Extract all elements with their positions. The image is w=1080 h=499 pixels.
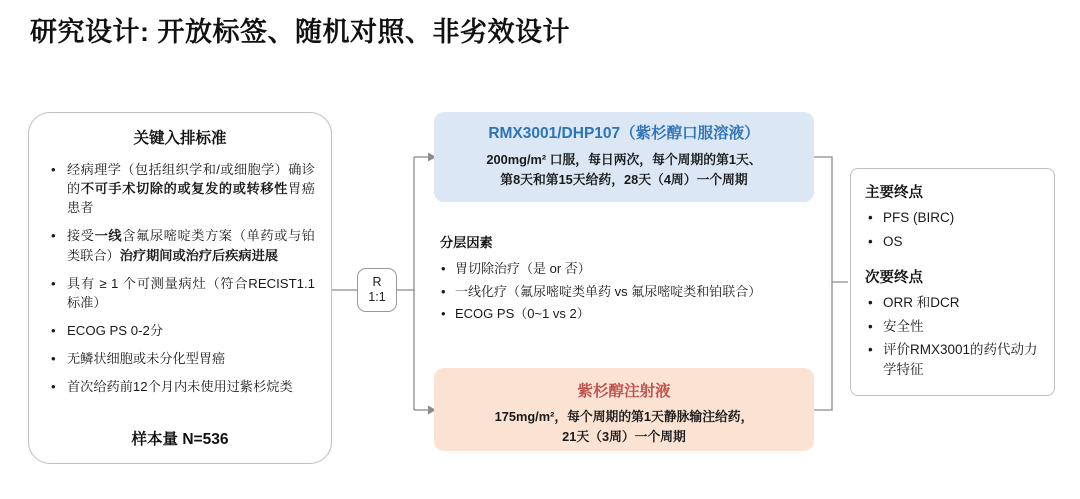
secondary-endpoints-heading: 次要终点 [865,270,923,287]
randomization-label: R [372,275,382,289]
arm-experimental [434,112,814,202]
list-item: • 经病理学（包括组织学和/或细胞学）确诊的不可手术切除的或复发的或转移性胃癌患者 [47,160,315,217]
list-item: • 一线化疗（氟尿嘧啶类单药 vs 氟尿嘧啶类和铂联合） [440,282,840,302]
list-item: • ORR 和DCR [865,293,1044,313]
arm-control-description-line2: 21天（3周）一个周期 [562,428,686,444]
arm-control [434,368,814,451]
list-item: • PFS (BIRC) [865,208,1044,228]
primary-endpoints-heading: 主要终点 [865,185,923,201]
list-item: • 评价RMX3001的药代动力学特征 [865,340,1044,379]
stratification-factors [440,232,840,327]
list-item: • 胃切除治疗（是 or 否） [440,259,840,279]
stratification-title: 分层因素 [440,235,493,250]
page-title: 研究设计: 开放标签、随机对照、非劣效设计 [30,17,570,47]
list-item: • 具有 ≥ 1 个可测量病灶（符合RECIST1.1标准） [47,274,315,312]
eligibility-criteria-box [28,112,332,464]
arm-control-description [448,407,800,447]
arm-experimental-title: RMX3001/DHP107（紫杉醇口服溶液） [488,125,760,142]
list-item: • ECOG PS 0-2分 [47,321,315,340]
list-item: • 首次给药前12个月内未使用过紫杉烷类 [47,377,315,396]
eligibility-title: 关键入排标准 [133,130,227,147]
sample-size-label: 样本量 N=536 [131,431,229,448]
arm-experimental-description-line2: 第8天和第15天给药，28天（4周）一个周期 [500,171,748,187]
arm-control-title: 紫杉醇注射液 [577,383,671,400]
endpoints-box [850,168,1055,396]
list-item: • 无鳞状细胞或未分化型胃癌 [47,349,315,368]
randomization-node [357,268,397,312]
eligibility-criteria-list [29,160,331,396]
list-item: • OS [865,232,1044,252]
arm-experimental-description [448,150,800,190]
arm-control-description-line1: 175mg/m²，每个周期的第1天静脉输注给药， [494,409,754,424]
randomization-ratio: 1:1 [368,290,386,304]
list-item: • 接受一线含氟尿嘧啶类方案（单药或与铂类联合）治疗期间或治疗后疾病进展 [47,226,315,264]
list-item: • 安全性 [865,317,1044,337]
list-item: • ECOG PS（0~1 vs 2） [440,304,840,324]
arm-experimental-description-line1: 200mg/m² 口服，每日两次，每个周期的第1天、 [486,152,762,167]
